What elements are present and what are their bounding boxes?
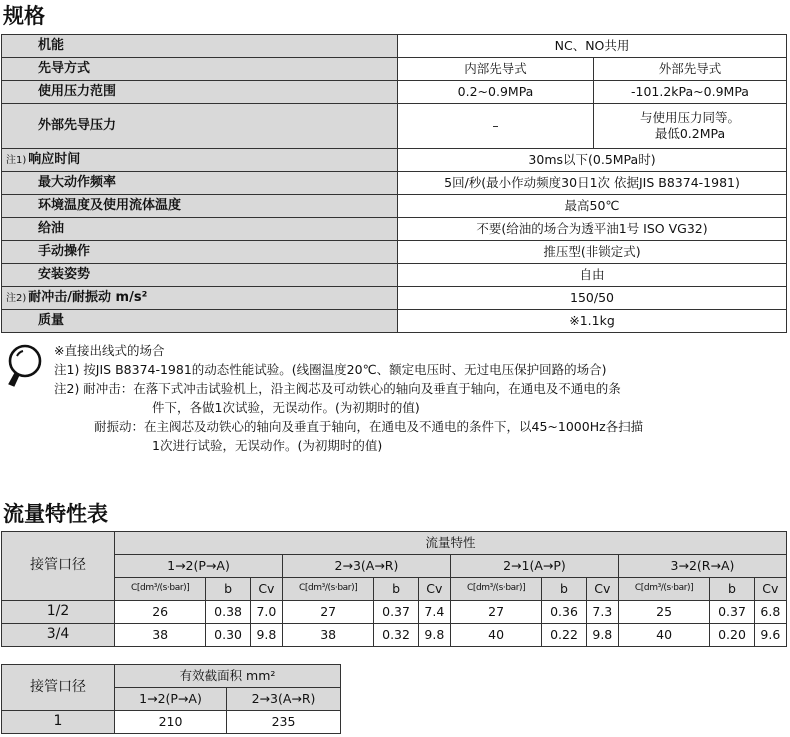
direction-header: 1→2(P→A) [115, 688, 227, 711]
spec-label: 先导方式 [2, 58, 398, 81]
table-row [2, 218, 787, 241]
flow-value: 0.20 [710, 624, 754, 647]
direction-header: 2→3(A→R) [282, 555, 450, 578]
sub-header: Cv [586, 578, 618, 601]
flow-value: 0.32 [374, 624, 418, 647]
note-mark: 注1) [6, 154, 27, 166]
flow-value: 0.30 [206, 624, 250, 647]
effective-area-table [1, 664, 341, 734]
port-size: 1/2 [2, 601, 115, 624]
spec-label: 最大动作频率 [2, 172, 398, 195]
spec-value: 内部先导式 [398, 58, 594, 81]
sub-header: C[dm³/(s·bar)] [450, 578, 541, 601]
note-line: 1次进行试验，无误动作。(为初期时的值) [152, 438, 383, 453]
spec-value: 0.2~0.9MPa [398, 81, 594, 104]
flow-value: 7.4 [418, 601, 450, 624]
flow-group-header: 流量特性 [115, 532, 787, 555]
table-row [2, 149, 787, 172]
spec-value: 30ms以下(0.5MPa时) [398, 149, 787, 172]
port-size-header: 接管口径 [2, 532, 115, 601]
flow-value: 6.8 [754, 601, 786, 624]
sub-header: Cv [418, 578, 450, 601]
note-mark: 注2) [6, 292, 27, 304]
spec-label: 使用压力范围 [2, 81, 398, 104]
flow-value: 9.6 [754, 624, 786, 647]
table-row [2, 172, 787, 195]
direction-header: 3→2(R→A) [618, 555, 786, 578]
note-line: 注1) 按JIS B8374-1981的动态性能试验。(线圈温度20℃、额定电压时、无过电压保护回路的场合) [54, 362, 607, 377]
table-row [2, 35, 787, 58]
port-size: 1 [2, 711, 115, 734]
area-group-header: 有效截面积 mm² [115, 665, 341, 688]
table-row [2, 264, 787, 287]
direction-header: 1→2(P→A) [115, 555, 283, 578]
note-line: 注2) 耐冲击：在落下式冲击试验机上，沿主阀芯及可动铁心的轴向及垂直于轴向，在通电及不通电的条 [54, 381, 621, 396]
spec-label: 环境温度及使用流体温度 [2, 195, 398, 218]
spec-label: 安装姿势 [2, 264, 398, 287]
flow-value: 9.8 [586, 624, 618, 647]
table-row [2, 287, 787, 310]
flow-value: 7.0 [250, 601, 282, 624]
flow-value: 27 [282, 601, 373, 624]
note-line: ※直接出线式的场合 [54, 343, 165, 358]
flow-value: 27 [450, 601, 541, 624]
spec-label-text: 响应时间 [28, 151, 81, 167]
flow-section-title: 流量特性表 [3, 502, 108, 526]
table-row [2, 601, 787, 624]
flow-characteristics-table [1, 531, 787, 647]
port-size: 3/4 [2, 624, 115, 647]
spec-label [2, 149, 398, 172]
spec-value-line: 与使用压力同等。 [639, 110, 740, 126]
spec-notes [54, 341, 784, 455]
spec-label: 机能 [2, 35, 398, 58]
magnifier-icon [4, 342, 46, 390]
table-row [2, 58, 787, 81]
flow-value: 0.36 [542, 601, 586, 624]
table-row [2, 241, 787, 264]
spec-section-title: 规格 [3, 4, 45, 28]
sub-header: b [374, 578, 418, 601]
table-row [2, 81, 787, 104]
table-row [2, 711, 341, 734]
note-line: 件下，各做1次试验，无误动作。(为初期时的值) [152, 400, 420, 415]
direction-header: 2→1(A→P) [450, 555, 618, 578]
spec-value: 150/50 [398, 287, 787, 310]
spec-value: – [398, 104, 594, 149]
flow-value: 0.37 [710, 601, 754, 624]
sub-header: C[dm³/(s·bar)] [282, 578, 373, 601]
note-line: 耐振动：在主阀芯及动铁心的轴向及垂直于轴向，在通电及不通电的条件下，以45~1000Hz各扫描 [94, 419, 644, 434]
table-row [2, 310, 787, 333]
spec-label: 给油 [2, 218, 398, 241]
table-row [2, 195, 787, 218]
sub-header: Cv [250, 578, 282, 601]
port-size-header: 接管口径 [2, 665, 115, 711]
flow-value: 9.8 [418, 624, 450, 647]
flow-value: 40 [450, 624, 541, 647]
sub-header: Cv [754, 578, 786, 601]
spec-value: -101.2kPa~0.9MPa [594, 81, 787, 104]
spec-value: ※1.1kg [398, 310, 787, 333]
flow-value: 38 [282, 624, 373, 647]
table-row [2, 104, 787, 149]
spec-value: 最高50℃ [398, 195, 787, 218]
spec-label: 质量 [2, 310, 398, 333]
spec-label: 手动操作 [2, 241, 398, 264]
spec-value: 推压型(非锁定式) [398, 241, 787, 264]
spec-value: 5回/秒(最小作动频度30日1次 依据JIS B8374-1981) [398, 172, 787, 195]
sub-header: C[dm³/(s·bar)] [115, 578, 206, 601]
spec-value: 外部先导式 [594, 58, 787, 81]
flow-value: 0.37 [374, 601, 418, 624]
spec-table [1, 34, 787, 333]
spec-label [2, 287, 398, 310]
flow-value: 26 [115, 601, 206, 624]
table-row [2, 532, 787, 555]
area-value: 210 [115, 711, 227, 734]
spec-label: 外部先导压力 [2, 104, 398, 149]
area-value: 235 [226, 711, 340, 734]
spec-value: 自由 [398, 264, 787, 287]
spec-value: 不要(给油的场合为透平油1号 ISO VG32) [398, 218, 787, 241]
spec-value [594, 104, 787, 149]
sub-header: C[dm³/(s·bar)] [618, 578, 709, 601]
sub-header: b [542, 578, 586, 601]
flow-value: 40 [618, 624, 709, 647]
spec-value-line: 最低0.2MPa [654, 126, 726, 141]
direction-header: 2→3(A→R) [226, 688, 340, 711]
table-row [2, 665, 341, 688]
table-row [2, 555, 787, 578]
table-row [2, 578, 787, 601]
table-row [2, 624, 787, 647]
flow-value: 0.38 [206, 601, 250, 624]
flow-value: 38 [115, 624, 206, 647]
flow-value: 0.22 [542, 624, 586, 647]
flow-value: 9.8 [250, 624, 282, 647]
flow-value: 25 [618, 601, 709, 624]
spec-label-text: 耐冲击/耐振动 m/s² [28, 289, 148, 305]
sub-header: b [206, 578, 250, 601]
sub-header: b [710, 578, 754, 601]
flow-value: 7.3 [586, 601, 618, 624]
spec-value: NC、NO共用 [398, 35, 787, 58]
